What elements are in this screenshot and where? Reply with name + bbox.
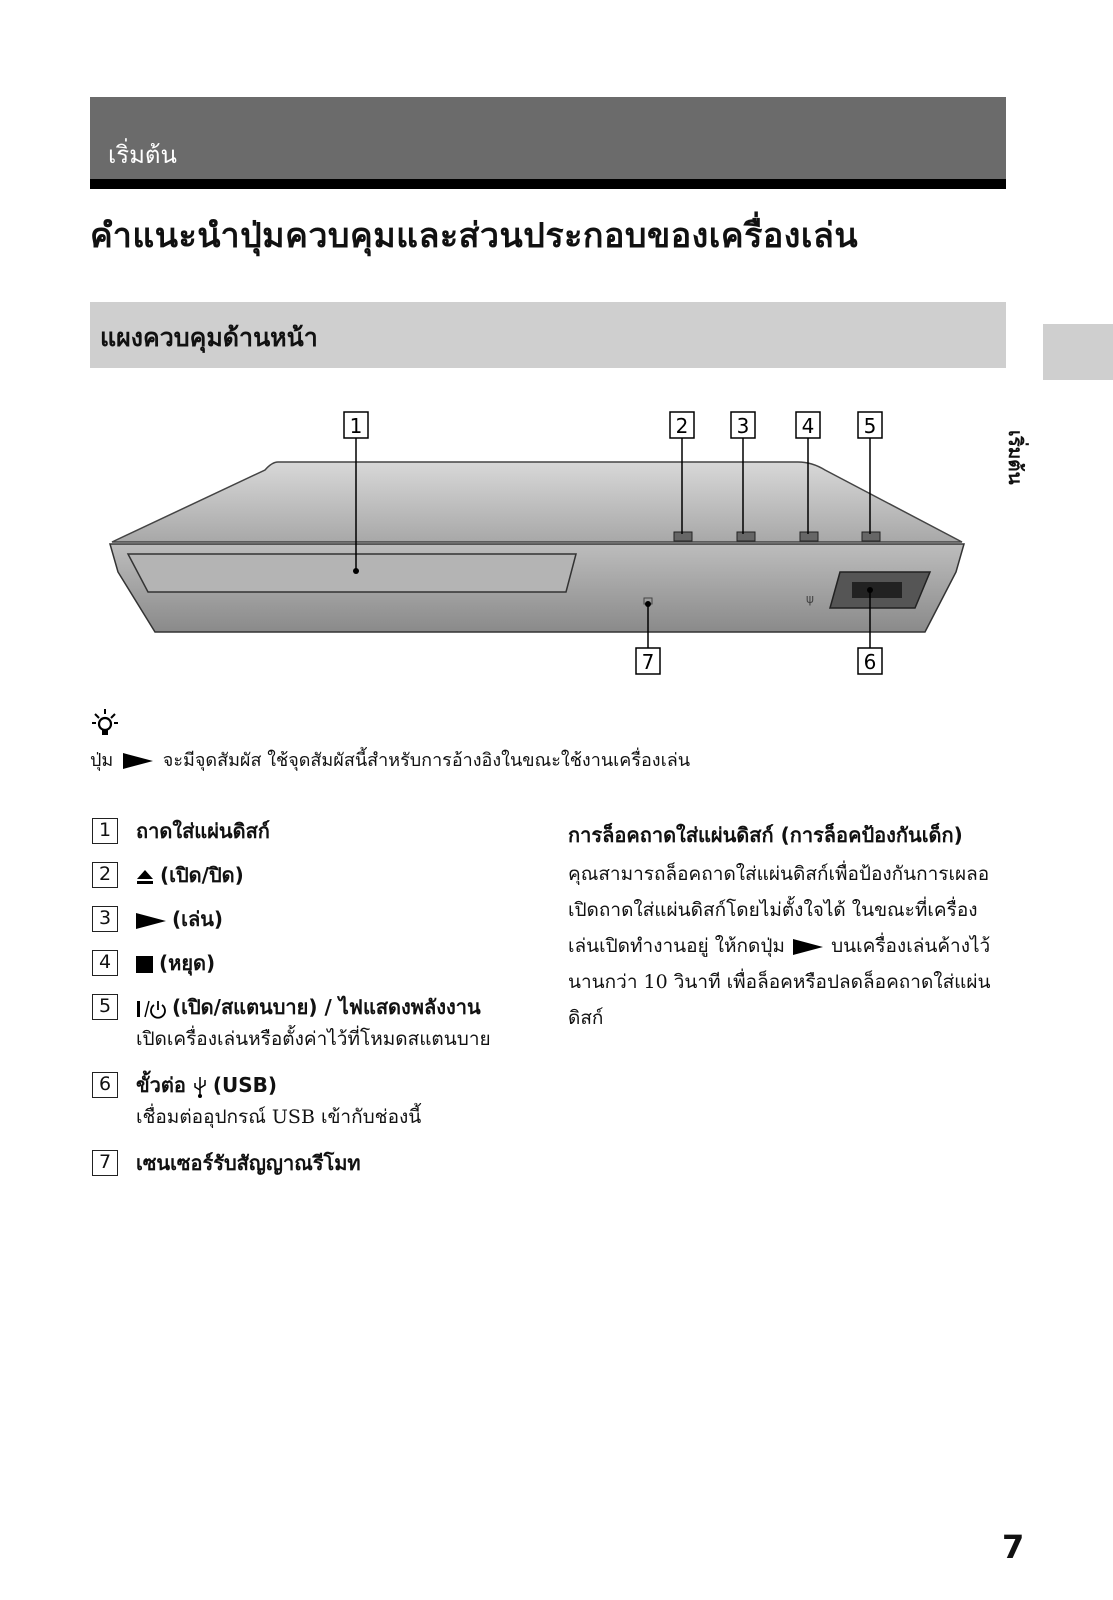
- item-number: 7: [92, 1150, 118, 1176]
- list-item: [92, 816, 512, 846]
- section-header-bar: [90, 97, 1006, 179]
- item-number: 6: [92, 1072, 118, 1098]
- page-title: คำแนะนำปุ่มควบคุมและส่วนประกอบของเครื่องเล่น: [90, 216, 859, 256]
- eject-button: [674, 532, 692, 541]
- item-number: 3: [92, 906, 118, 932]
- tip-text-before: ปุ่ม: [90, 750, 114, 771]
- callout-7: 7: [641, 650, 655, 674]
- list-item: [92, 992, 512, 1056]
- list-item: [92, 904, 512, 934]
- list-item: [92, 860, 512, 890]
- lightbulb-icon: [92, 708, 118, 745]
- item-title: ถาดใส่แผ่นดิสก์: [136, 819, 270, 843]
- component-list: [92, 816, 512, 1192]
- player-top: [112, 462, 962, 542]
- callout-5: 5: [863, 414, 877, 438]
- page-number: 7: [1002, 1528, 1025, 1566]
- power-standby-icon: [136, 999, 166, 1019]
- player-front-panel-diagram: [100, 410, 980, 690]
- subsection-title: แผงควบคุมด้านหน้า: [100, 323, 318, 352]
- callout-1: 1: [349, 414, 363, 438]
- child-lock-text-after: บนเครื่องเล่นค้างไว้นานกว่า 10 วินาที เพื่อล็อคหรือปลดล็อคถาดใส่แผ่นดิสก์: [568, 935, 991, 1029]
- tip-text: [90, 745, 690, 774]
- usb-icon: ψ: [806, 592, 814, 606]
- item-description: เปิดเครื่องเล่นหรือตั้งค่าไว้ที่โหมดสแตนบาย: [136, 1028, 491, 1050]
- list-item: [92, 948, 512, 978]
- play-button: [737, 532, 755, 541]
- stop-button: [800, 532, 818, 541]
- play-icon: [136, 913, 166, 929]
- child-lock-text: [568, 856, 1008, 1036]
- item-title: (เล่น): [172, 907, 224, 931]
- item-title: ขั้วต่อ: [136, 1073, 186, 1097]
- item-description: เชื่อมต่ออุปกรณ์ USB เข้ากับช่องนี้: [136, 1106, 422, 1128]
- item-title: (เปิด/สแตนบาย) / ไฟแสดงพลังงาน: [172, 995, 481, 1019]
- side-tab: [1043, 324, 1113, 380]
- tip-text-after: จะมีจุดสัมผัส ใช้จุดสัมผัสนี้สำหรับการอ้างอิงในขณะใช้งานเครื่องเล่น: [162, 750, 691, 771]
- power-button: [862, 532, 880, 541]
- item-title: (เปิด/ปิด): [160, 863, 244, 887]
- stop-icon: [136, 956, 153, 973]
- item-number: 1: [92, 818, 118, 844]
- play-triangle-icon: [793, 939, 823, 955]
- child-lock-heading: การล็อคถาดใส่แผ่นดิสก์ (การล็อคป้องกันเด็ก): [568, 823, 963, 847]
- eject-icon: [136, 869, 154, 885]
- item-number: 4: [92, 950, 118, 976]
- list-item: [92, 1070, 512, 1134]
- callout-6: 6: [863, 650, 877, 674]
- disc-tray: [128, 554, 576, 592]
- callout-4: 4: [801, 414, 815, 438]
- item-title: เซนเซอร์รับสัญญาณรีโมท: [136, 1151, 361, 1175]
- play-triangle-icon: [123, 753, 153, 769]
- section-label: เริ่มต้น: [108, 141, 177, 169]
- callout-3: 3: [736, 414, 750, 438]
- callout-2: 2: [675, 414, 689, 438]
- list-item: [92, 1148, 512, 1178]
- subsection-header-bar: [90, 302, 1006, 368]
- child-lock-text-before: คุณสามารถล็อคถาดใส่แผ่นดิสก์เพื่อป้องกันการเผลอเปิดถาดใส่แผ่นดิสก์โดยไม่ตั้งใจได้ ในขณะที่เครื่องเล่นเปิดทำงานอยู่ ให้กดปุ่ม: [568, 863, 990, 957]
- section-divider: [90, 179, 1006, 189]
- child-lock-section: [568, 816, 1008, 1036]
- item-number: 2: [92, 862, 118, 888]
- item-number: 5: [92, 994, 118, 1020]
- usb-icon: [193, 1075, 207, 1099]
- item-title-suffix: (USB): [212, 1073, 278, 1097]
- item-title: (หยุด): [159, 951, 216, 975]
- side-tab-label: เริ่มต้น: [1004, 430, 1026, 485]
